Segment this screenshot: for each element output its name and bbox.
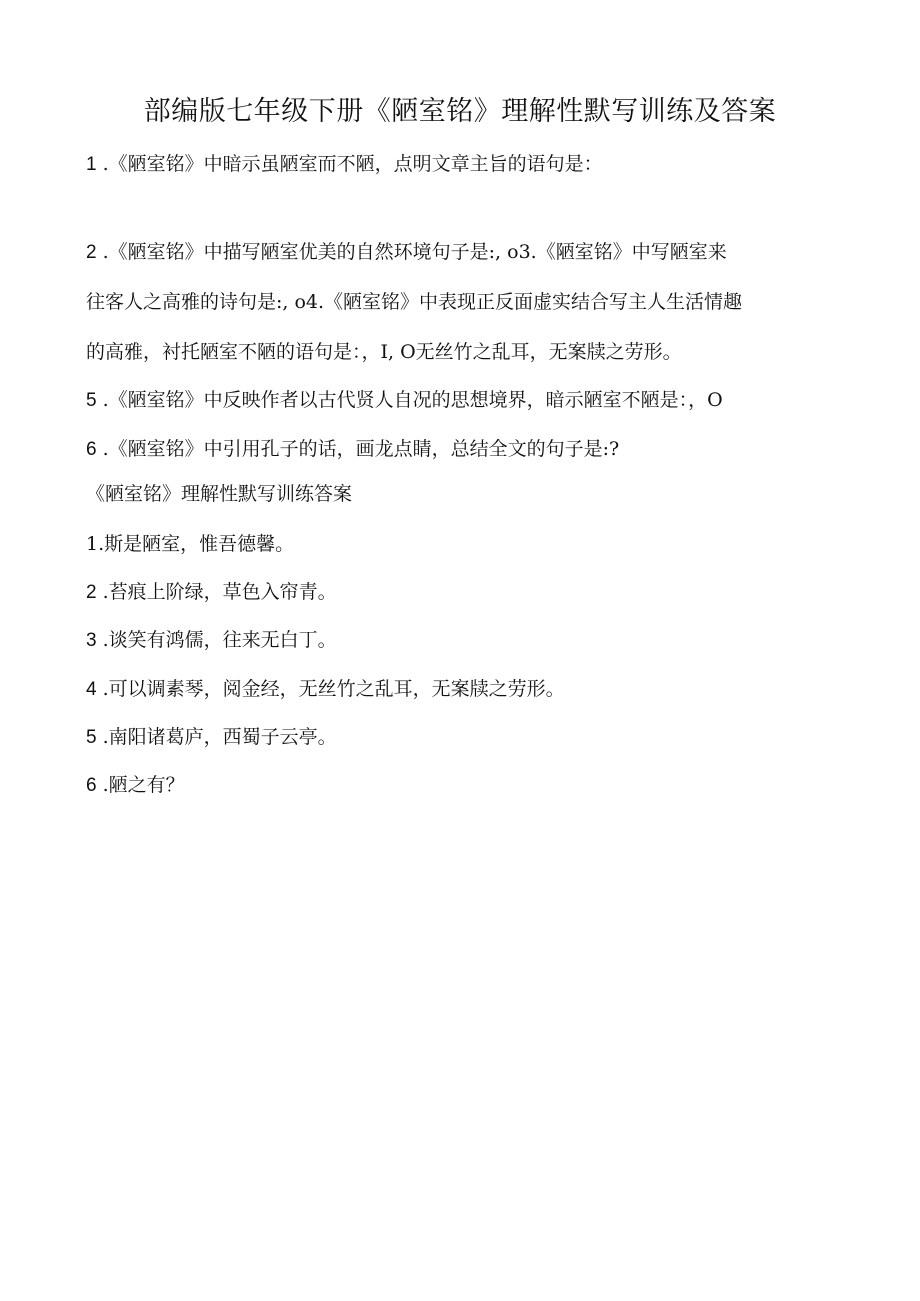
question-1	[86, 150, 846, 179]
answer-4-text: .可以调素琴，阅金经，无丝竹之乱耳，无案牍之劳形。	[96, 678, 565, 700]
question-5	[86, 386, 846, 415]
question-5-number: 5	[86, 390, 97, 411]
question-paragraph-line-3: 的高雅，衬托陋室不陋的语句是：，I, O无丝竹之乱耳，无案牍之劳形。	[86, 341, 682, 363]
question-6-number: 6	[86, 439, 97, 460]
question-6-text: .《陋室铭》中引用孔子的话，画龙点睛，总结全文的句子是:?	[96, 438, 620, 460]
answer-2-text: .苔痕上阶绿，草色入帘青。	[96, 581, 337, 603]
answer-3-text: .谈笑有鸿儒，往来无白丁。	[96, 629, 337, 651]
answer-5-number: 5	[86, 727, 97, 748]
answer-4-number: 4	[86, 679, 97, 700]
question-paragraph-line-1-text: .《陋室铭》中描写陋室优美的自然环境句子是:, o3.《陋室铭》中写陋室来	[96, 241, 727, 263]
question-paragraph-line-1	[86, 238, 846, 266]
answer-3-number: 3	[86, 630, 97, 651]
question-1-text: .《陋室铭》中暗示虽陋室而不陋，点明文章主旨的语句是：	[96, 153, 603, 175]
answer-4	[86, 675, 846, 704]
answer-2	[86, 578, 846, 607]
answer-5-text: .南阳诸葛庐，西蜀子云亭。	[96, 726, 337, 748]
question-1-number: 1	[86, 154, 97, 175]
answer-1-text: 斯是陋室，惟吾德馨。	[104, 533, 295, 555]
question-2-4-paragraph	[86, 238, 846, 388]
answer-5	[86, 723, 846, 752]
answer-3	[86, 626, 846, 655]
answer-6	[86, 771, 846, 800]
answer-6-text: .陋之有？	[96, 774, 185, 796]
answer-6-number: 6	[86, 775, 97, 796]
question-6	[86, 435, 846, 464]
page-title: 部编版七年级下册《陋室铭》理解性默写训练及答案	[143, 96, 777, 127]
question-5-text: .《陋室铭》中反映作者以古代贤人自况的思想境界，暗示陋室不陋是：，O	[96, 389, 723, 411]
answer-2-number: 2	[86, 582, 97, 603]
question-paragraph-line-2: 往客人之高雅的诗句是:, o4.《陋室铭》中表现正反面虚实结合写主人生活情趣	[86, 291, 743, 313]
question-2-number: 2	[86, 242, 97, 263]
answer-1-number: 1.	[86, 533, 105, 555]
answer-1	[86, 530, 846, 558]
answer-heading: 《陋室铭》理解性默写训练答案	[86, 483, 353, 505]
